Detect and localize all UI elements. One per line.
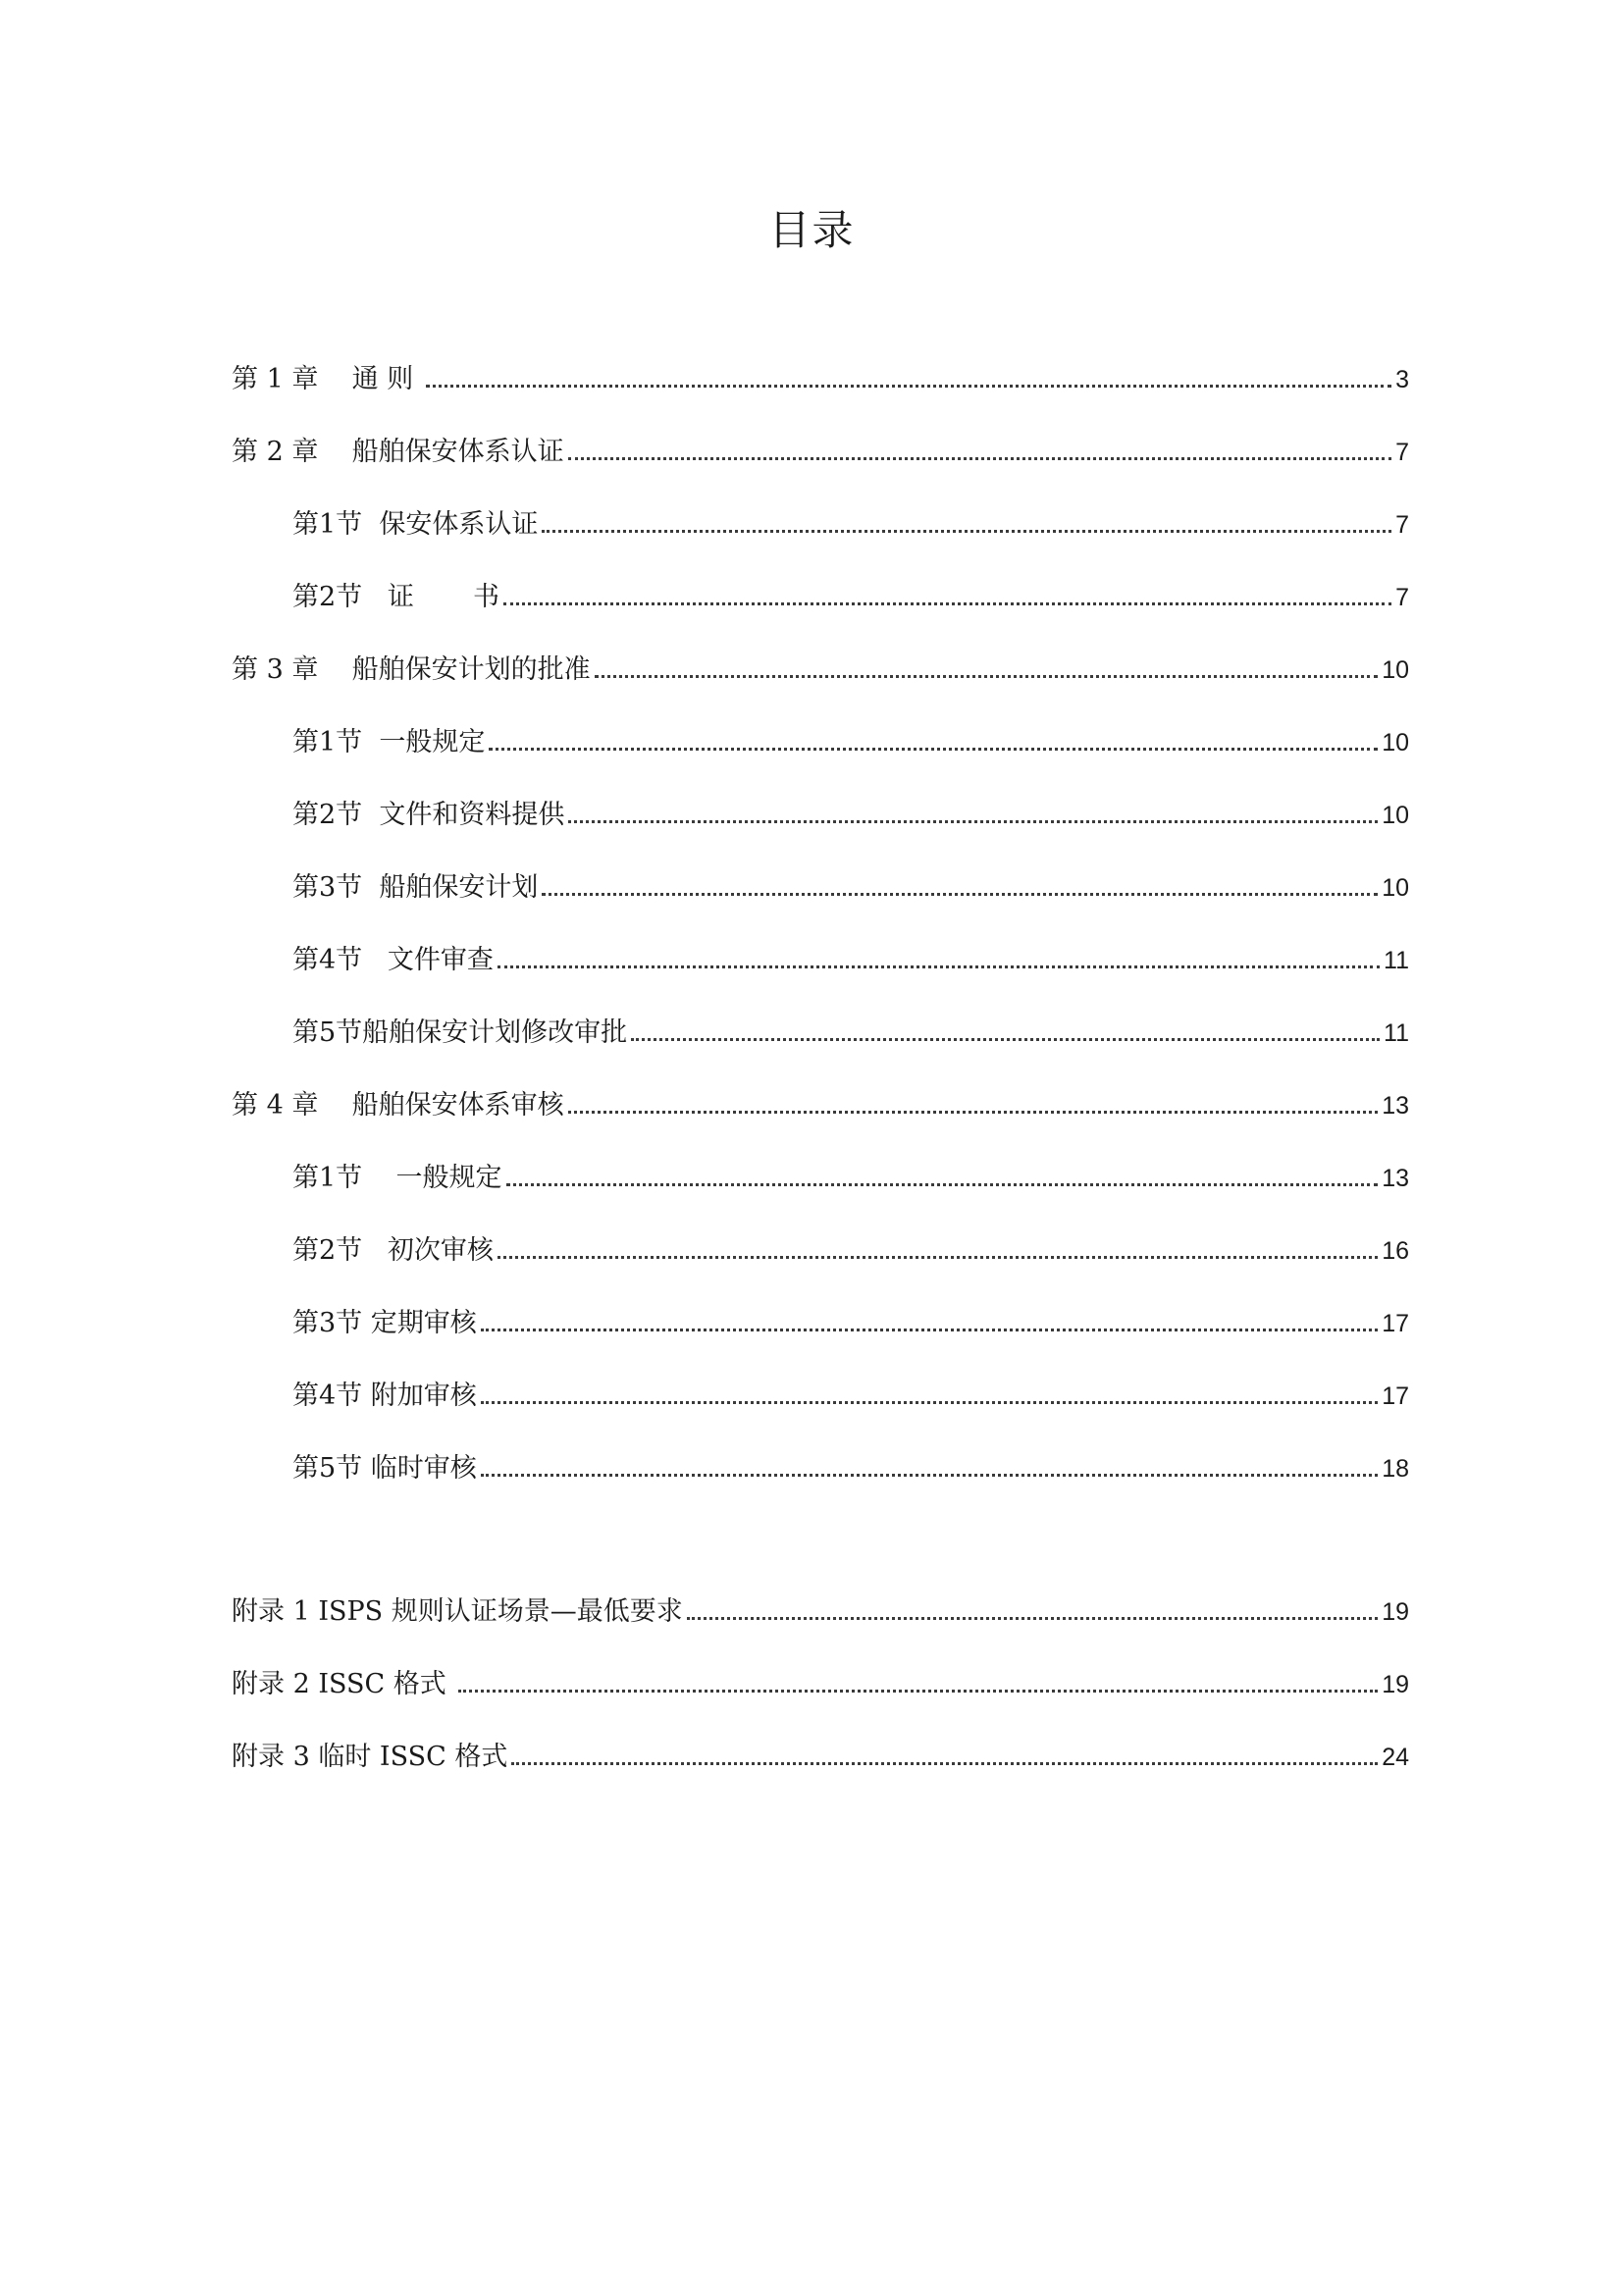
toc-entry-label: 第2节 初次审核 <box>292 1235 494 1266</box>
toc-entry-section[interactable] <box>232 1274 1409 1346</box>
toc-page-number: 3 <box>1395 366 1409 393</box>
toc-entry-label: 第 2 章 船舶保安体系认证 <box>232 437 564 467</box>
dot-leader <box>481 1328 1378 1331</box>
toc-entry-label: 第1节 保安体系认证 <box>292 509 539 540</box>
dot-leader <box>498 965 1380 968</box>
toc-entry-section[interactable] <box>232 911 1409 983</box>
toc-entry-label: 第3节 船舶保安计划 <box>292 872 539 903</box>
dot-leader <box>687 1616 1378 1620</box>
toc-page-number: 19 <box>1382 1598 1409 1626</box>
toc-entry-label: 第4节 附加审核 <box>292 1381 477 1411</box>
dot-leader <box>481 1400 1378 1404</box>
dot-leader <box>631 1037 1380 1041</box>
toc-page-number: 11 <box>1384 947 1409 974</box>
toc-entry-chapter-1[interactable] <box>232 330 1409 402</box>
toc-page-number: 17 <box>1382 1382 1409 1410</box>
toc-page-number: 10 <box>1382 729 1409 756</box>
dot-leader <box>503 601 1391 605</box>
toc-entry-section[interactable] <box>232 547 1409 620</box>
toc-page-number: 7 <box>1395 511 1409 539</box>
dot-leader <box>568 1110 1379 1114</box>
toc-page-number: 16 <box>1382 1237 1409 1265</box>
toc-entry-chapter-4[interactable] <box>232 1056 1409 1128</box>
toc-page-number: 11 <box>1384 1019 1409 1047</box>
dot-leader <box>458 1689 1378 1693</box>
toc-entry-label: 第 4 章 船舶保安体系审核 <box>232 1090 564 1121</box>
toc-entry-appendix-3[interactable] <box>232 1707 1409 1780</box>
toc-entry-label: 第1节 一般规定 <box>292 1163 502 1193</box>
dot-leader <box>498 1255 1378 1259</box>
table-of-contents <box>232 330 1409 1780</box>
toc-entry-section[interactable] <box>232 1201 1409 1274</box>
toc-entry-label: 第2节 文件和资料提供 <box>292 800 565 830</box>
toc-entry-appendix-2[interactable] <box>232 1635 1409 1707</box>
toc-entry-label: 第4节 文件审查 <box>292 945 494 975</box>
toc-page-number: 7 <box>1395 439 1409 466</box>
toc-entry-section[interactable] <box>232 1128 1409 1201</box>
dot-leader <box>568 456 1391 460</box>
dot-leader <box>506 1182 1379 1186</box>
toc-entry-label: 第5节船舶保安计划修改审批 <box>292 1017 628 1048</box>
toc-page-number: 13 <box>1382 1165 1409 1192</box>
toc-entry-section[interactable] <box>232 475 1409 547</box>
toc-page-number: 7 <box>1395 584 1409 611</box>
toc-entry-label: 附录 2 ISSC 格式 <box>232 1669 455 1699</box>
dot-leader <box>511 1761 1378 1765</box>
toc-page-number: 10 <box>1382 802 1409 829</box>
toc-page-number: 10 <box>1382 874 1409 902</box>
toc-entry-chapter-3[interactable] <box>232 620 1409 693</box>
dot-leader <box>542 529 1391 533</box>
toc-page-number: 19 <box>1382 1671 1409 1698</box>
dot-leader <box>568 819 1378 823</box>
toc-entry-label: 第5节 临时审核 <box>292 1453 477 1484</box>
dot-leader <box>542 892 1378 896</box>
toc-entry-label: 附录 1 ISPS 规则认证场景—最低要求 <box>232 1596 683 1627</box>
dot-leader <box>481 1473 1378 1477</box>
toc-entry-label: 第 1 章 通 则 <box>232 364 422 394</box>
toc-entry-section[interactable] <box>232 1419 1409 1491</box>
toc-page-number: 13 <box>1382 1092 1409 1120</box>
toc-page-number: 10 <box>1382 656 1409 684</box>
toc-entry-label: 第1节 一般规定 <box>292 727 486 757</box>
toc-entry-label: 第 3 章 船舶保安计划的批准 <box>232 654 591 685</box>
toc-entry-label: 附录 3 临时 ISSC 格式 <box>232 1742 508 1772</box>
dot-leader <box>426 384 1391 388</box>
toc-page-number: 24 <box>1382 1744 1409 1771</box>
dot-leader <box>489 747 1378 751</box>
toc-entry-section[interactable] <box>232 838 1409 911</box>
toc-entry-appendix-1[interactable] <box>232 1562 1409 1635</box>
toc-entry-section[interactable] <box>232 1346 1409 1419</box>
toc-entry-label: 第2节 证 书 <box>292 582 500 612</box>
toc-entry-chapter-2[interactable] <box>232 402 1409 475</box>
toc-entry-label: 第3节 定期审核 <box>292 1308 477 1338</box>
toc-entry-section[interactable] <box>232 765 1409 838</box>
dot-leader <box>595 674 1379 678</box>
page-title: 目录 <box>768 206 856 254</box>
toc-entry-section[interactable] <box>232 983 1409 1056</box>
toc-entry-section[interactable] <box>232 693 1409 765</box>
toc-page-number: 17 <box>1382 1310 1409 1337</box>
toc-page-number: 18 <box>1382 1455 1409 1483</box>
